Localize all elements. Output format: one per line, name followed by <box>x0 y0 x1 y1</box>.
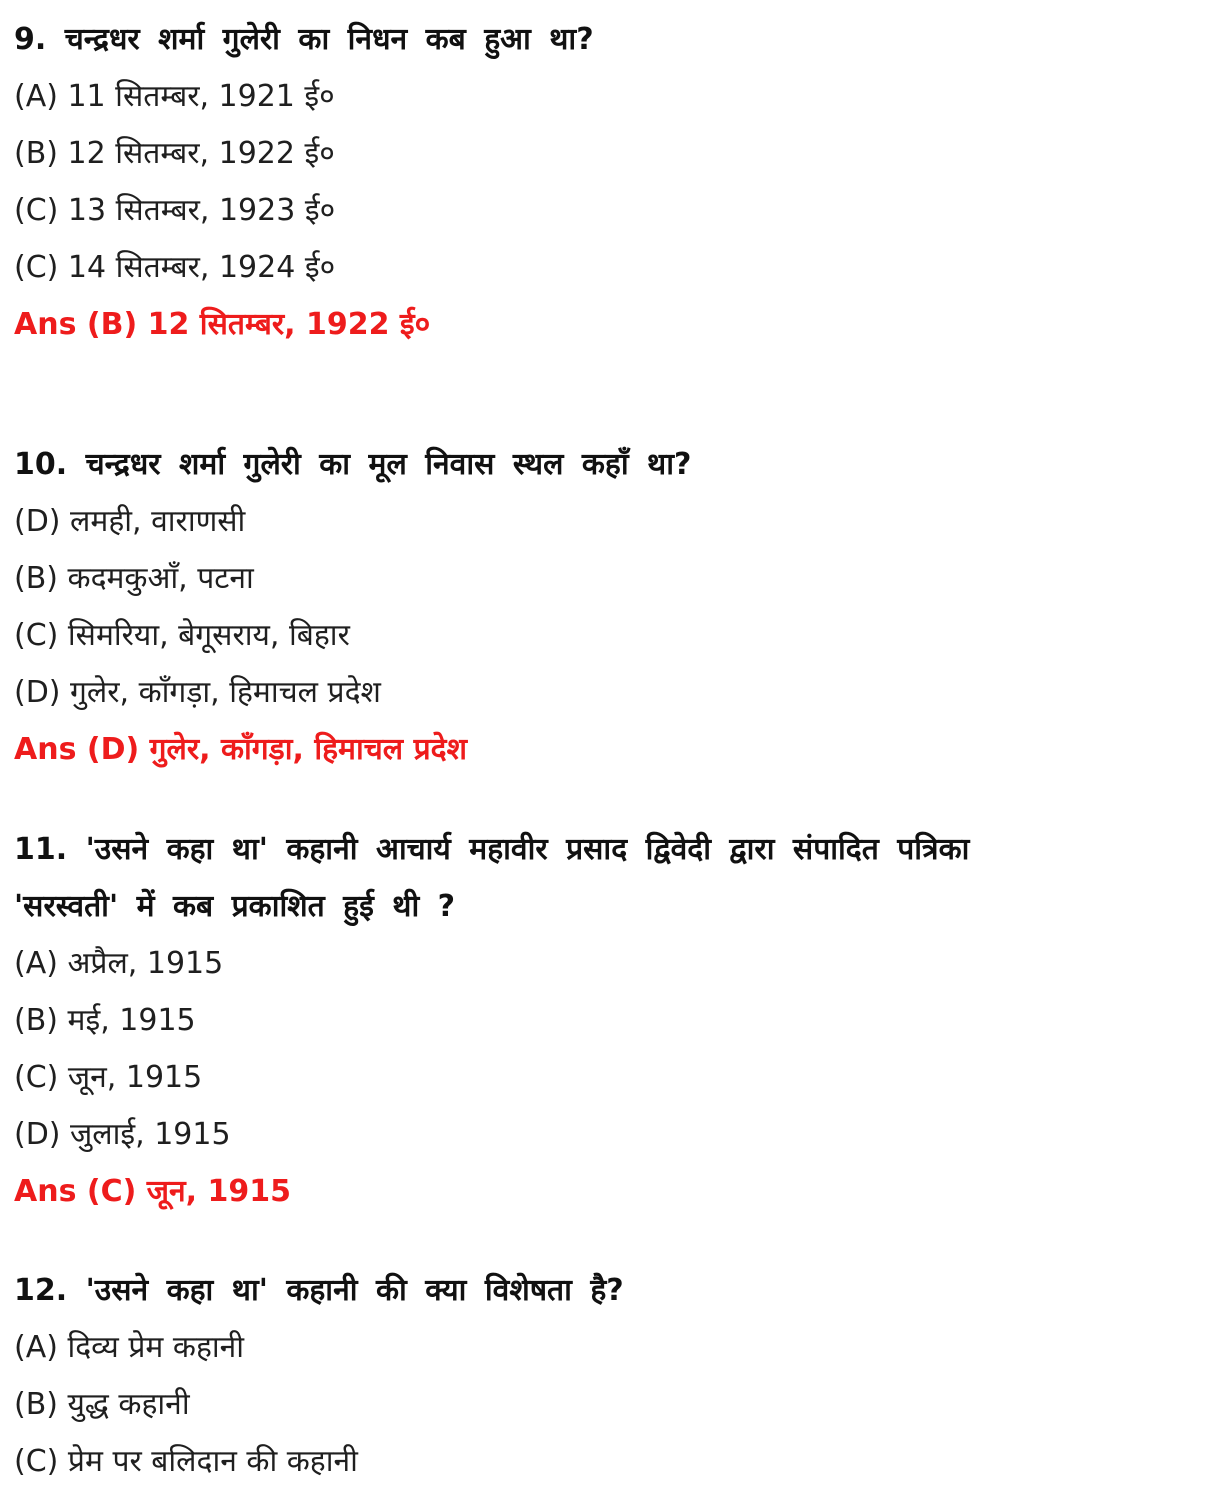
q11-option-b: (B) मई, 1915 <box>14 1003 196 1038</box>
question-11-line-1: 11. 'उसने कहा था' कहानी आचार्य महावीर प्रसाद द्विवेदी द्वारा संपादित पत्रिका <box>14 832 970 867</box>
q11-answer: Ans (C) जून, 1915 <box>14 1174 292 1209</box>
q10-option-c: (C) सिमरिया, बेगूसराय, बिहार <box>14 618 350 653</box>
q10-option-b: (B) कदमकुआँ, पटना <box>14 561 254 596</box>
q10-option-d: (D) गुलेर, काँगड़ा, हिमाचल प्रदेश <box>14 675 381 710</box>
q9-option-d: (C) 14 सितम्बर, 1924 ई० <box>14 250 336 285</box>
q10-option-a: (D) लमही, वाराणसी <box>14 504 246 539</box>
q11-option-d: (D) जुलाई, 1915 <box>14 1117 231 1152</box>
q11-option-a: (A) अप्रैल, 1915 <box>14 946 224 981</box>
question-12: 12. 'उसने कहा था' कहानी की क्या विशेषता है? <box>14 1273 624 1308</box>
q9-option-a: (A) 11 सितम्बर, 1921 ई० <box>14 79 335 114</box>
q12-option-b: (B) युद्ध कहानी <box>14 1387 190 1422</box>
q12-option-a: (A) दिव्य प्रेम कहानी <box>14 1330 245 1365</box>
q9-option-b: (B) 12 सितम्बर, 1922 ई० <box>14 136 335 171</box>
q10-answer: Ans (D) गुलेर, काँगड़ा, हिमाचल प्रदेश <box>14 732 467 767</box>
q11-option-c: (C) जून, 1915 <box>14 1060 203 1095</box>
question-11-line-2: 'सरस्वती' में कब प्रकाशित हुई थी ? <box>14 889 456 924</box>
q12-option-c: (C) प्रेम पर बलिदान की कहानी <box>14 1444 358 1479</box>
q9-option-c: (C) 13 सितम्बर, 1923 ई० <box>14 193 336 228</box>
question-10: 10. चन्द्रधर शर्मा गुलेरी का मूल निवास स्थल कहाँ था? <box>14 447 692 482</box>
q9-answer: Ans (B) 12 सितम्बर, 1922 ई० <box>14 307 431 342</box>
question-9: 9. चन्द्रधर शर्मा गुलेरी का निधन कब हुआ था? <box>14 22 594 57</box>
